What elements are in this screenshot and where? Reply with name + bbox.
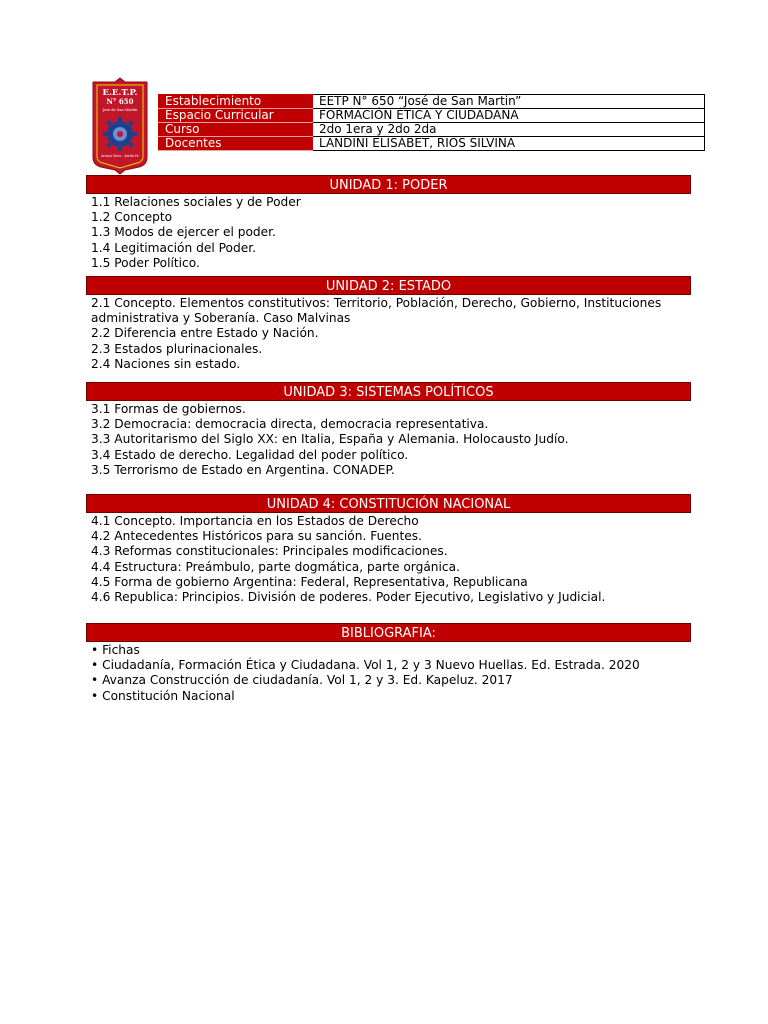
info-value: 2do 1era y 2do 2da — [313, 123, 705, 137]
unit-4-header: UNIDAD 4: CONSTITUCIÓN NACIONAL — [86, 494, 691, 513]
list-item: 3.4 Estado de derecho. Legalidad del poder político. — [91, 447, 409, 462]
info-row — [159, 123, 705, 137]
info-row — [159, 109, 705, 123]
info-value: EETP N° 650 “José de San Martin” — [313, 95, 705, 109]
list-item: 2.2 Diferencia entre Estado y Nación. — [91, 326, 319, 341]
unit-3-header: UNIDAD 3: SISTEMAS POLÍTICOS — [86, 382, 691, 401]
list-item: 3.3 Autoritarismo del Siglo XX: en Italia, España y Alemania. Holocausto Judío. — [91, 432, 569, 447]
logo-line-2: N° 650 — [106, 97, 134, 106]
list-item: 4.6 Republica: Principios. División de poderes. Poder Ejecutivo, Legislativo y Judicial. — [91, 590, 606, 605]
list-item: 4.2 Antecedentes Históricos para su sanción. Fuentes. — [91, 529, 423, 544]
list-item: 3.5 Terrorismo de Estado en Argentina. CONADEP. — [91, 462, 395, 477]
list-item: 4.4 Estructura: Preámbulo, parte dogmática, parte orgánica. — [91, 559, 460, 574]
list-item: 2.1 Concepto. Elementos constitutivos: Territorio, Población, Derecho, Gobierno, Instituciones administrativa y Soberanía. Caso Malvinas — [91, 296, 662, 326]
school-logo — [92, 77, 148, 175]
list-item: 4.1 Concepto. Importancia en los Estados de Derecho — [91, 514, 419, 528]
unit-3-section — [86, 382, 691, 478]
list-item: 4.3 Reformas constitucionales: Principales modificaciones. — [91, 544, 448, 559]
gear-icon — [103, 117, 137, 151]
logo-line-1: E.E.T.P. — [102, 88, 138, 98]
list-item: 3.2 Democracia: democracia directa, democracia representativa. — [91, 417, 489, 432]
unit-1-header: UNIDAD 1: PODER — [86, 175, 691, 194]
info-label: Curso — [159, 123, 313, 137]
course-info-table — [158, 94, 705, 151]
info-label: Docentes — [159, 137, 313, 151]
unit-4-content — [86, 513, 691, 605]
list-item: 1.3 Modos de ejercer el poder. — [91, 225, 276, 240]
list-item: 1.4 Legitimación del Poder. — [91, 240, 256, 255]
unit-1-content — [86, 194, 691, 271]
info-label: Espacio Curricular — [159, 109, 313, 123]
bibliography-section — [86, 623, 691, 704]
list-item: 2.4 Naciones sin estado. — [91, 356, 241, 371]
list-item: 3.1 Formas de gobiernos. — [91, 402, 246, 416]
unit-2-section — [86, 276, 691, 372]
list-item: 1.1 Relaciones sociales y de Poder — [91, 195, 301, 209]
list-item: 1.2 Concepto — [91, 210, 173, 225]
unit-4-section — [86, 494, 691, 605]
info-label: Establecimiento — [159, 95, 313, 109]
unit-2-header: UNIDAD 2: ESTADO — [86, 276, 691, 295]
logo-line-4: Arroyo Seco - Santa Fe — [101, 154, 139, 158]
list-item: • Constitución Nacional — [91, 688, 235, 703]
list-item: 2.3 Estados plurinacionales. — [91, 341, 263, 356]
logo-line-3: José de San Martín — [102, 108, 138, 112]
list-item: 1.5 Poder Político. — [91, 255, 200, 270]
list-item: • Fichas — [91, 643, 140, 657]
list-item: • Ciudadanía, Formación Ética y Ciudadana. Vol 1, 2 y 3 Nuevo Huellas. Ed. Estrada. 2020 — [91, 658, 640, 673]
info-value: FORMACIÓN ÉTICA Y CIUDADANA — [313, 109, 705, 123]
unit-2-content — [86, 295, 691, 372]
info-row — [159, 95, 705, 109]
info-value: LANDINI ELISABET, RIOS SILVINA — [313, 137, 705, 151]
bibliography-header: BIBLIOGRAFIA: — [86, 623, 691, 642]
unit-1-section — [86, 175, 691, 271]
info-row — [159, 137, 705, 151]
unit-3-content — [86, 401, 691, 478]
list-item: 4.5 Forma de gobierno Argentina: Federal, Representativa, Republicana — [91, 574, 528, 589]
list-item: • Avanza Construcción de ciudadanía. Vol 1, 2 y 3. Ed. Kapeluz. 2017 — [91, 673, 513, 688]
bibliography-content — [86, 642, 691, 704]
